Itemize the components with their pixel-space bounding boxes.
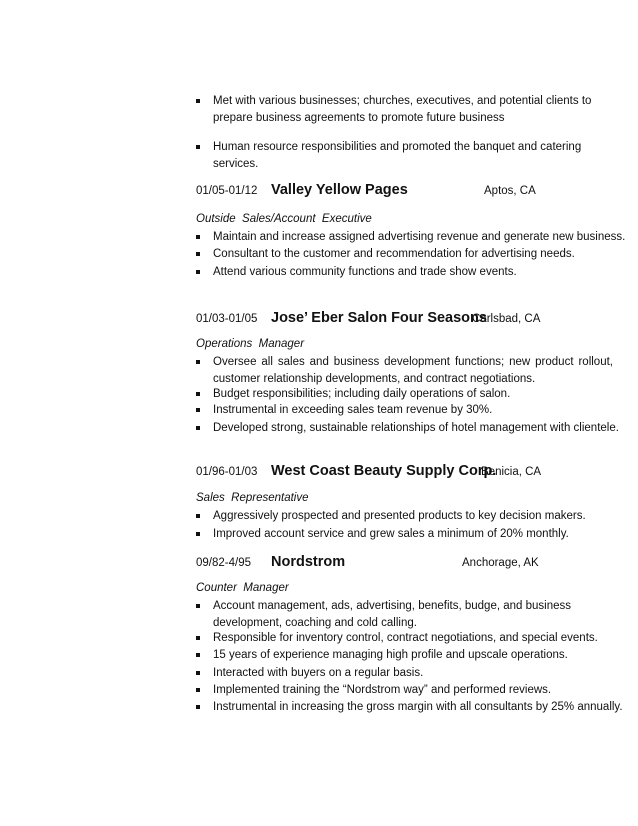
job-location: Anchorage, AK — [462, 557, 539, 569]
job-dates: 09/82-4/95 — [196, 557, 251, 569]
bullet-text: Aggressively prospected and presented products to key decision makers. — [213, 510, 586, 522]
bullet-marker — [196, 408, 200, 412]
bullet-text: Met with various businesses; churches, executives, and potential clients to prepare business agreements to promote future business — [213, 95, 592, 124]
job-role: Outside Sales/Account Executive — [196, 213, 372, 225]
job-location: Benicia, CA — [481, 466, 542, 478]
bullet-text: Maintain and increase assigned advertising revenue and generate new business. — [213, 231, 626, 243]
bullet-text: Instrumental in increasing the gross margin with all consultants by 25% annually. — [213, 701, 623, 713]
bullet-text: Interacted with buyers on a regular basis. — [213, 667, 424, 679]
bullet-marker — [196, 671, 200, 675]
job-location: Aptos, CA — [484, 185, 536, 197]
bullet-text: Responsible for inventory control, contract negotiations, and special events. — [213, 632, 598, 644]
bullet-text: Consultant to the customer and recommendation for advertising needs. — [213, 248, 575, 260]
bullet-text: Human resource responsibilities and promoted the banquet and catering services. — [213, 141, 582, 170]
job-dates: 01/05-01/12 — [196, 185, 258, 197]
bullet-marker — [196, 426, 200, 430]
bullet-text: Implemented training the “Nordstrom way” and performed reviews. — [213, 684, 552, 696]
bullet-marker — [196, 145, 200, 149]
job-location: Carlsbad, CA — [472, 313, 541, 325]
bullet-marker — [196, 270, 200, 274]
bullet-marker — [196, 653, 200, 657]
bullet-text: Instrumental in exceeding sales team revenue by 30%. — [213, 404, 493, 416]
bullet-text: Budget responsibilities; including daily operations of salon. — [213, 388, 511, 400]
bullet-text: Oversee all sales and business development functions; new product rollout, customer relationship developments, and contract negotiations. — [213, 356, 613, 385]
bullet-marker — [196, 360, 200, 364]
job-dates: 01/96-01/03 — [196, 466, 258, 478]
bullet-marker — [196, 532, 200, 536]
bullet-marker — [196, 392, 200, 396]
job-company: Jose’ Eber Salon Four Seasons — [271, 310, 487, 326]
bullet-text: Developed strong, sustainable relationships of hotel management with clientele. — [213, 422, 619, 434]
bullet-text: Account management, ads, advertising, benefits, budge, and business development, coaching and cold calling. — [213, 600, 572, 629]
job-company: West Coast Beauty Supply Corp. — [271, 463, 497, 479]
job-role: Counter Manager — [196, 582, 289, 594]
bullet-marker — [196, 636, 200, 640]
bullet-marker — [196, 705, 200, 709]
bullet-marker — [196, 252, 200, 256]
bullet-text: Attend various community functions and trade show events. — [213, 266, 517, 278]
bullet-text: Improved account service and grew sales a minimum of 20% monthly. — [213, 528, 569, 540]
bullet-marker — [196, 688, 200, 692]
bullet-text: 15 years of experience managing high profile and upscale operations. — [213, 649, 568, 661]
bullet-marker — [196, 99, 200, 103]
job-company: Nordstrom — [271, 554, 346, 570]
job-company: Valley Yellow Pages — [271, 182, 408, 198]
job-dates: 01/03-01/05 — [196, 313, 258, 325]
bullet-marker — [196, 514, 200, 518]
job-role: Sales Representative — [196, 492, 309, 504]
bullet-marker — [196, 604, 200, 608]
bullet-marker — [196, 235, 200, 239]
job-role: Operations Manager — [196, 338, 305, 350]
